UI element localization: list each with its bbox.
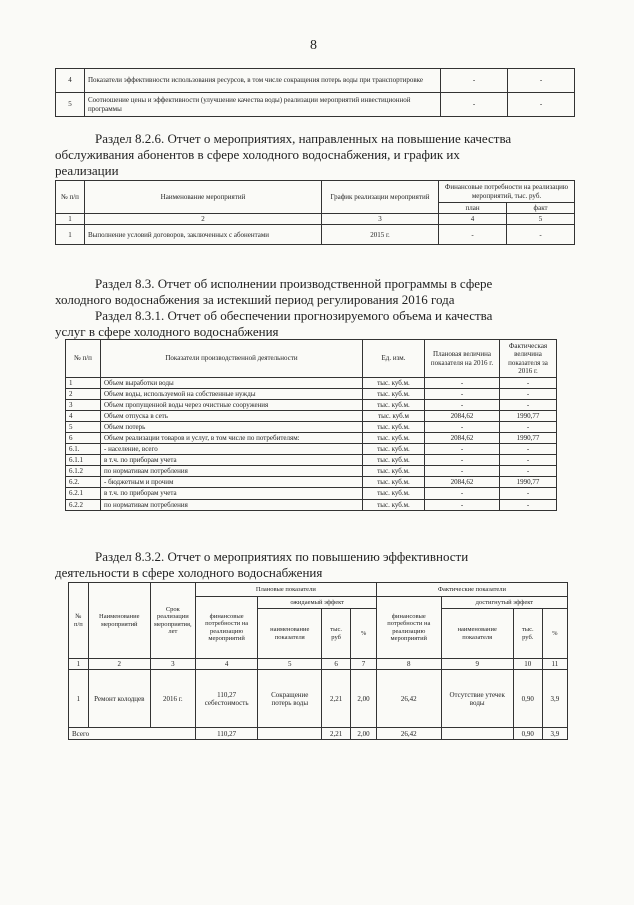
table-row: 6.1. - население, всего тыс. куб.м. - - (66, 444, 557, 455)
section-826-table (55, 180, 575, 245)
table-row: 6.2.2 по нормативам потребления тыс. куб.м. - - (66, 499, 557, 510)
table-row: 4 Объем отпуска в сеть тыс. куб.м 2084,62 1990,77 (66, 411, 557, 422)
table-row (56, 93, 575, 117)
table-row: 1 Объем выработки воды тыс. куб.м. - - (66, 378, 557, 389)
col-header: Фактические показатели (376, 583, 567, 597)
row-value: - (441, 69, 508, 93)
col-header: Плановая величина показателя на 2016 г. (425, 340, 500, 378)
table-row: 6.1.1 в т.ч. по приборам учета тыс. куб.м. - - (66, 455, 557, 466)
section-826-heading: Раздел 8.2.6. Отчет о мероприятиях, направленных на повышение качества обслуживания абонентов в сфере холодного водоснабжения, и график их реализации (55, 131, 512, 178)
table-row: 1 Выполнение условий договоров, заключенных с абонентами 2015 г. - - (56, 225, 575, 245)
row-value: - (508, 93, 575, 117)
col-header: Финансовые потребности на реализацию мероприятий, тыс. руб. (439, 181, 575, 203)
col-header: тыс. руб. (513, 609, 542, 659)
table-row: 3 Объем пропущенной воды через очистные сооружения тыс. куб.м. - - (66, 400, 557, 411)
col-header: Наименование мероприятий (88, 583, 150, 659)
col-header: № п/п (66, 340, 101, 378)
row-text: Показатели эффективности использования ресурсов, в том числе сокращения потерь воды при транспортировке (85, 69, 441, 93)
col-header: Плановые показатели (195, 583, 376, 597)
col-header: Ед. изм. (363, 340, 425, 378)
table-row: 1 Ремонт колодцев 2016 г. 110,27 себестоимость Сокращение потерь воды 2,21 2,00 26,42 Отсутствие утечек воды 0,90 3,9 (69, 670, 568, 728)
col-header: № п/п (56, 181, 85, 214)
row-text: Соотношение цены и эффективности (улучшение качества воды) реализации мероприятий инвестиционной программы (85, 93, 441, 117)
table-row: 6 Объем реализации товаров и услуг, в том числе по потребителям: тыс. куб.м. 2084,62 1990,77 (66, 433, 557, 444)
section-831-table (65, 339, 557, 511)
col-header: Срок реализации мероприятия, лет (150, 583, 195, 659)
table-row: 6.2.1 в т.ч. по приборам учета тыс. куб.м. - - (66, 488, 557, 499)
col-header: Показатели производственной деятельности (101, 340, 363, 378)
row-number: 5 (56, 93, 85, 117)
table-row (56, 69, 575, 93)
col-header: факт (507, 203, 575, 214)
row-value: - (441, 93, 508, 117)
col-header: Фактическая величина показателя за 2016 г. (500, 340, 557, 378)
col-header: Наименование мероприятий (85, 181, 322, 214)
col-header: График реализации мероприятий (322, 181, 439, 214)
col-header: % (542, 609, 567, 659)
section-83-heading: Раздел 8.3. Отчет об исполнении производственной программы в сфере холодного водоснабжения за истекший период регулирования 2016 года (55, 276, 493, 307)
number-row: 1 2 3 4 5 (56, 214, 575, 225)
table-row: 5 Объем потерь тыс. куб.м. - - (66, 422, 557, 433)
page-number: 8 (310, 38, 317, 53)
section-832-table (68, 582, 568, 740)
col-header: наименование показателя (441, 609, 513, 659)
row-number: 4 (56, 69, 85, 93)
col-header: наименование показателя (258, 609, 322, 659)
col-header: финансовые потребности на реализацию мероприятий (376, 597, 441, 659)
section-832-heading: Раздел 8.3.2. Отчет о мероприятиях по повышению эффективности деятельности в сфере холодного водоснабжения (55, 549, 469, 580)
row-value: - (508, 69, 575, 93)
number-row: 1 2 3 4 5 6 7 8 9 10 11 (69, 659, 568, 670)
col-header: достигнутый эффект (441, 597, 567, 609)
table-row: 6.2. - бюджетным и прочим тыс. куб.м. 2084,62 1990,77 (66, 477, 557, 488)
col-header: финансовые потребности на реализацию мероприятий (195, 597, 258, 659)
top-table (55, 68, 575, 117)
total-row: Всего 110,27 2,21 2,00 26,42 0,90 3,9 (69, 728, 568, 740)
col-header: план (439, 203, 507, 214)
table-row: 2 Объем воды, используемой на собственные нужды тыс. куб.м. - - (66, 389, 557, 400)
col-header: тыс. руб (322, 609, 351, 659)
col-header: % (351, 609, 377, 659)
col-header: ожидаемый эффект (258, 597, 376, 609)
section-831-heading: Раздел 8.3.1. Отчет об обеспечении прогнозируемого объема и качества услуг в сфере холодного водоснабжения (55, 308, 493, 339)
col-header: № п/п (69, 583, 89, 659)
table-row: 6.1.2 по нормативам потребления тыс. куб.м. - - (66, 466, 557, 477)
